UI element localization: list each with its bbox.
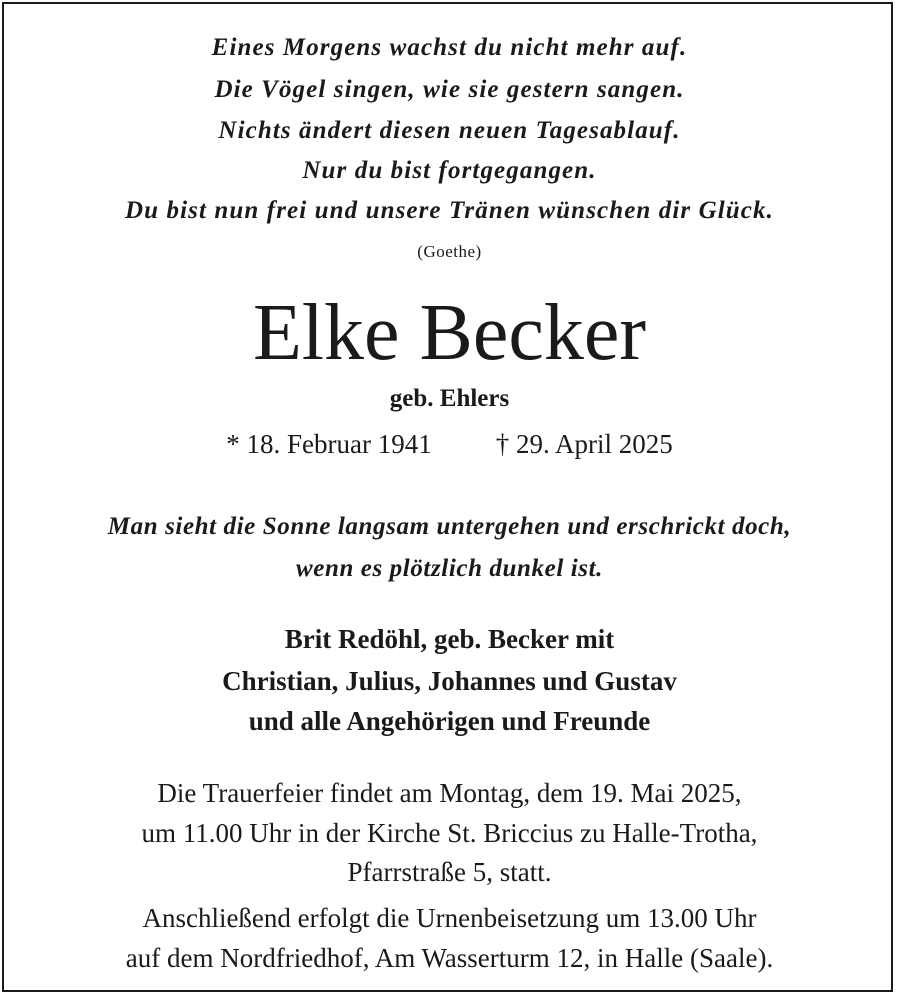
- mourners-line-1: Brit Redöhl, geb. Becker mit: [284, 624, 615, 654]
- ceremony-line-3: Pfarrstraße 5, statt.: [347, 857, 552, 887]
- poem-line-1: Eines Morgens wachst du nicht mehr auf.: [211, 34, 688, 61]
- maiden-name: geb. Ehlers: [389, 385, 510, 412]
- poem-line-2: Die Vögel singen, wie sie gestern sangen.: [214, 76, 685, 103]
- deceased-name: Elke Becker: [252, 289, 647, 377]
- poem-line-4: Nur du bist fortgegangen.: [302, 157, 597, 184]
- life-dates: [0, 429, 899, 460]
- ceremony-line-2: um 11.00 Uhr in der Kirche St. Briccius zu Halle-Trotha,: [141, 818, 758, 848]
- poem-line-3: Nichts ändert diesen neuen Tagesablauf.: [218, 117, 681, 144]
- birth-date: * 18. Februar 1941: [226, 429, 432, 459]
- quote-line-1: Man sieht die Sonne langsam untergehen und erschrickt doch,: [107, 513, 792, 540]
- death-date: † 29. April 2025: [495, 429, 673, 459]
- burial-line-2: auf dem Nordfriedhof, Am Wasserturm 12, in Halle (Saale).: [125, 943, 774, 973]
- poem-line-5: Du bist nun frei und unsere Tränen wünschen dir Glück.: [125, 197, 774, 224]
- burial-line-1: Anschließend erfolgt die Urnenbeisetzung um 13.00 Uhr: [142, 903, 757, 933]
- poem-attribution: (Goethe): [417, 242, 482, 261]
- mourners-line-2: Christian, Julius, Johannes und Gustav: [222, 666, 677, 696]
- ceremony-line-1: Die Trauerfeier findet am Montag, dem 19. Mai 2025,: [157, 778, 742, 808]
- mourners-line-3: und alle Angehörigen und Freunde: [248, 706, 651, 736]
- quote-line-2: wenn es plötzlich dunkel ist.: [295, 555, 604, 582]
